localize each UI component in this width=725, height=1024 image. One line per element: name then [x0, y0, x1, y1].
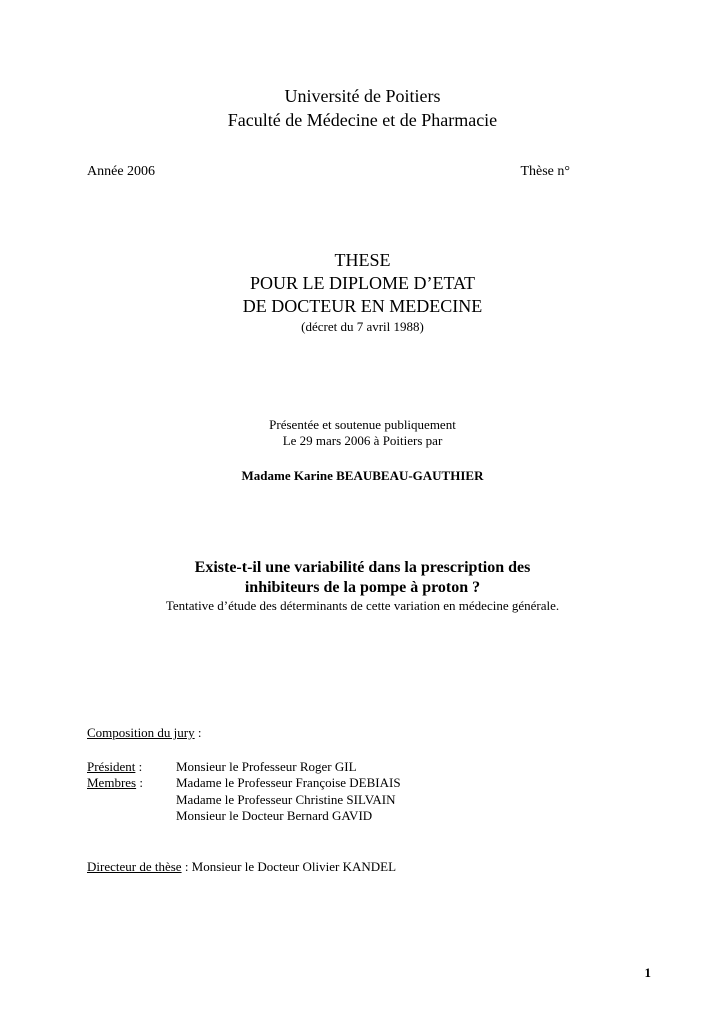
jury-heading	[87, 725, 202, 741]
member-name: Madame le Professeur Françoise DEBIAIS	[176, 775, 401, 790]
president-name: Monsieur le Professeur Roger GIL	[176, 759, 357, 774]
thesis-number-label: Thèse n°	[520, 164, 570, 179]
thesis-title-line1: Existe-t-il une variabilité dans la prescription des	[194, 559, 531, 576]
faculty-name: Faculté de Médecine et de Pharmacie	[227, 110, 498, 130]
presentation-line: Présentée et soutenue publiquement	[269, 417, 456, 432]
decree-line: (décret du 7 avril 1988)	[301, 319, 424, 334]
member-name: Madame le Professeur Christine SILVAIN	[176, 792, 396, 807]
year-label: Année 2006	[87, 164, 156, 179]
thesis-subtitle: Tentative d’étude des déterminants de cette variation en médecine générale.	[165, 598, 560, 613]
university-name: Université de Poitiers	[284, 86, 441, 106]
jury-heading-label: Composition du jury	[87, 725, 195, 740]
thesis-title-line2: inhibiteurs de la pompe à proton ?	[244, 579, 481, 596]
president-label	[87, 759, 142, 775]
jury-heading-colon: :	[194, 725, 202, 740]
thesis-heading: THESE	[334, 250, 391, 270]
president-label-colon: :	[135, 759, 143, 774]
author-name: Madame Karine BEAUBEAU-GAUTHIER	[241, 468, 484, 483]
president-label-text: Président	[87, 759, 136, 774]
doctor-line: DE DOCTEUR EN MEDECINE	[242, 296, 483, 316]
members-label	[87, 775, 143, 791]
page-number: 1	[644, 965, 651, 980]
diploma-line: POUR LE DIPLOME D’ETAT	[249, 273, 476, 293]
date-place-line: Le 29 mars 2006 à Poitiers par	[282, 433, 443, 448]
thesis-director	[87, 859, 396, 875]
member-name: Monsieur le Docteur Bernard GAVID	[176, 808, 373, 823]
members-label-text: Membres	[87, 775, 137, 790]
director-label: Directeur de thèse	[87, 859, 182, 874]
members-label-colon: :	[136, 775, 143, 790]
director-name: : Monsieur le Docteur Olivier KANDEL	[181, 859, 397, 874]
